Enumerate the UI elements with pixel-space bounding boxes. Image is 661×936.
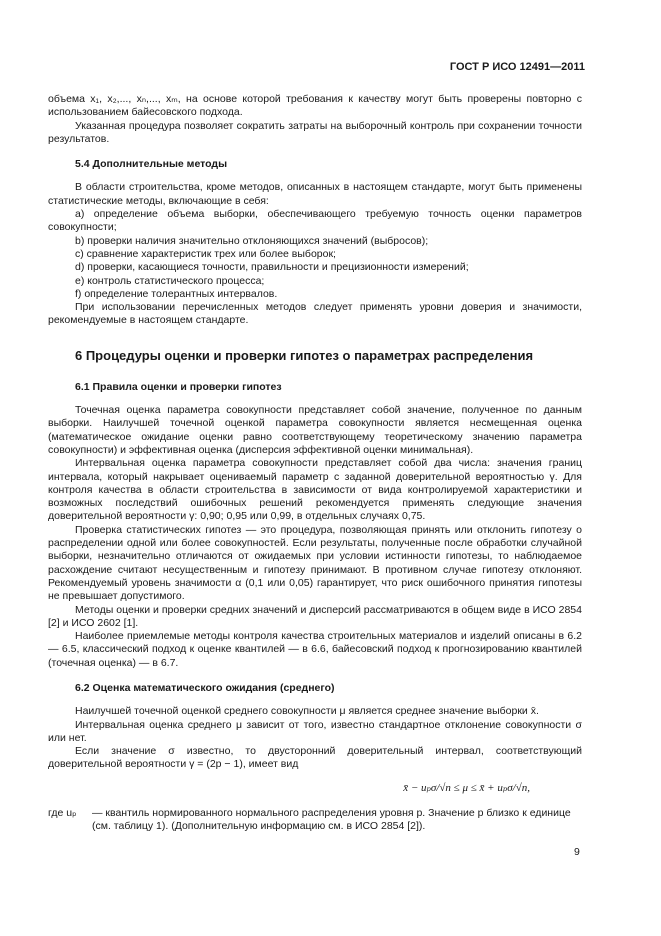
list-item: a) определение объема выборки, обеспечивающего требуемую точность оценки параметров совокупности; bbox=[48, 208, 582, 234]
paragraph: Точечная оценка параметра совокупности представляет собой значение, полученное по данным выборки. Наилучшей точечной оценкой параметра совокупности является несмещенная оценка (математическое ожидание оценки равно соответствующему теоретическому значению параметра совокупности) и эффективная оценка (дисперсия эффективной оценки минимальная). bbox=[48, 404, 582, 456]
paragraph: Если значение σ известно, то двусторонний доверительный интервал, соответствующий доверительной вероятности γ = (2p − 1), имеет вид bbox=[48, 745, 582, 771]
list-item: f) определение толерантных интервалов. bbox=[75, 287, 278, 300]
where-symbol: где uₚ bbox=[48, 807, 77, 820]
section-heading-6-1: 6.1 Правила оценки и проверки гипотез bbox=[75, 380, 282, 393]
paragraph: Методы оценки и проверки средних значений и дисперсий рассматриваются в общем виде в ИСО 2854 [2] и ИСО 2602 [1]. bbox=[48, 603, 582, 629]
section-heading-6: 6 Процедуры оценки и проверки гипотез о параметрах распределения bbox=[75, 347, 534, 363]
paragraph: объема x₁, x₂,..., xₙ,..., xₘ, на основе которой требования к качеству могут быть проверены повторно с использованием байесовского подхода. bbox=[48, 93, 582, 119]
list-item: d) проверки, касающиеся точности, правильности и прецизионности измерений; bbox=[75, 261, 469, 274]
section-heading-5-4: 5.4 Дополнительные методы bbox=[75, 158, 228, 171]
list-item: b) проверки наличия значительно отклоняющихся значений (выбросов); bbox=[75, 234, 429, 247]
document-header: ГОСТ Р ИСО 12491—2011 bbox=[449, 61, 585, 73]
list-item: e) контроль статистического процесса; bbox=[75, 274, 265, 287]
section-heading-6-2: 6.2 Оценка математического ожидания (среднего) bbox=[75, 681, 335, 694]
paragraph: Проверка статистических гипотез — это процедура, позволяющая принять или отклонить гипотезу о распределении одной или более совокупностей. Если результаты, полученные после обработки случайной выборки, незначительно отличаются от ожидаемых при условии истинности гипотезы, то наблюдаемое расхождение считают несущественным и гипотезу принимают. В противном случае гипотезу отклоняют. Рекомендуемый уровень значимости α (0,1 или 0,05) гарантирует, что риск ошибочного принятия гипотезы не превышает допустимого. bbox=[48, 523, 582, 603]
paragraph: Наиболее приемлемые методы контроля качества строительных материалов и изделий описаны в 6.2 — 6.5, классический подход к оценке квантилей — в 6.6, байесовский подход к прогнозированию квантилей (точечная оценка) — в 6.7. bbox=[48, 630, 582, 669]
paragraph: В области строительства, кроме методов, описанных в настоящем стандарте, могут быть применены статистические методы, включающие в себя: bbox=[48, 181, 582, 207]
paragraph: Интервальная оценка среднего μ зависит от того, известно стандартное отклонение совокупности σ или нет. bbox=[48, 718, 582, 744]
page-content bbox=[48, 93, 582, 834]
paragraph: Интервальная оценка параметра совокупности представляет собой два числа: значения границ интервала, который накрывает оцениваемый параметр с заданной доверительной вероятностью γ. Для контроля качества в области строительства в зависимости от вида контролируемой характеристики и возможных последствий ошибочных решений рекомендуется применять следующие значения доверительной вероятности γ: 0,90; 0,95 или 0,99, в отдельных случаях 0,75. bbox=[48, 457, 582, 523]
paragraph: Наилучшей точечной оценкой среднего совокупности μ является среднее значение выборки x̄. bbox=[75, 705, 539, 718]
where-continuation: (см. таблицу 1). (Дополнительную информацию см. в ИСО 2854 [2]). bbox=[92, 820, 426, 833]
where-definition: — квантиль нормированного нормального распределения уровня p. Значение p близко к единице bbox=[92, 807, 571, 820]
where-clause bbox=[48, 807, 582, 834]
formula: x̄ − uₚσ/√n ≤ μ ≤ x̄ + uₚσ/√n, bbox=[403, 781, 530, 794]
page-number: 9 bbox=[574, 846, 580, 858]
paragraph: Указанная процедура позволяет сократить затраты на выборочный контроль при сохранении точности результатов. bbox=[48, 119, 582, 145]
paragraph: При использовании перечисленных методов следует применять уровни доверия и значимости, рекомендуемые в настоящем стандарте. bbox=[48, 301, 582, 327]
list-item: c) сравнение характеристик трех или более выборок; bbox=[75, 247, 336, 260]
